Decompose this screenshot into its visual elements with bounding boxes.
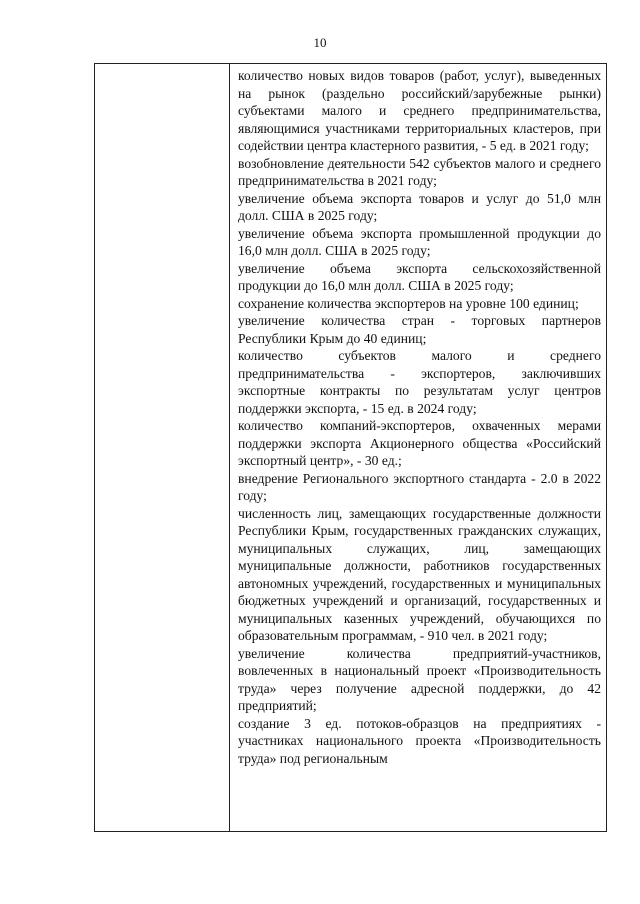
indicator-entry: увеличение количества стран - торговых партнеров Республики Крым до 40 единиц; [238, 313, 601, 346]
indicator-entry: увеличение количества предприятий-участников, вовлеченных в национальный проект «Производительность труда» через получение адресной поддержки, до 42 предприятий; [238, 645, 601, 713]
indicator-entry: увеличение объема экспорта товаров и услуг до 51,0 млн долл. США в 2025 году; [238, 190, 601, 223]
indicator-entry: количество новых видов товаров (работ, услуг), выведенных на рынок (раздельно российский/зарубежные рынки) субъектами малого и среднего предпринимательства, являющимися участниками территориальных кластеров, при содействии центра кластерного развития, - 5 ед. в 2021 году; [238, 68, 601, 153]
indicator-entry: увеличение объема экспорта сельскохозяйственной продукции до 16,0 млн долл. США в 2025 году; [238, 260, 601, 293]
indicator-entry: создание 3 ед. потоков-образцов на предприятиях - участниках национального проекта «Производительность труда» под региональным [238, 715, 601, 766]
indicator-entry: внедрение Регионального экспортного стандарта - 2.0 в 2022 году; [238, 470, 601, 503]
indicator-entry: количество компаний-экспортеров, охваченных мерами поддержки экспорта Акционерного общества «Российский экспортный центр», - 30 ед.; [238, 418, 601, 468]
indicator-entry: сохранение количества экспортеров на уровне 100 единиц; [238, 295, 579, 311]
indicator-entry: численность лиц, замещающих государственные должности Республики Крым, государственных гражданских служащих, муниципальных служащих, лиц, замещающих муниципальные должности, работников государственных автономных учреждений, государственных и муниципальных бюджетных учреждений и организаций, государственных и муниципальных казенных учреждений, обучающихся по образовательным программам, - 910 чел. в 2021 году; [238, 505, 601, 643]
table-right-cell [230, 64, 606, 831]
indicators-table [94, 63, 607, 832]
table-left-cell [95, 64, 230, 831]
indicator-entry: возобновление деятельности 542 субъектов малого и среднего предпринимательства в 2021 году; [238, 155, 601, 188]
page-number: 10 [313, 35, 327, 50]
indicator-entry: количество субъектов малого и среднего предпринимательства - экспортеров, заключивших экспортные контракты по результатам услуг центров поддержки экспорта, - 15 ед. в 2024 году; [238, 348, 601, 416]
indicator-entry: увеличение объема экспорта промышленной продукции до 16,0 млн долл. США в 2025 году; [238, 225, 601, 258]
